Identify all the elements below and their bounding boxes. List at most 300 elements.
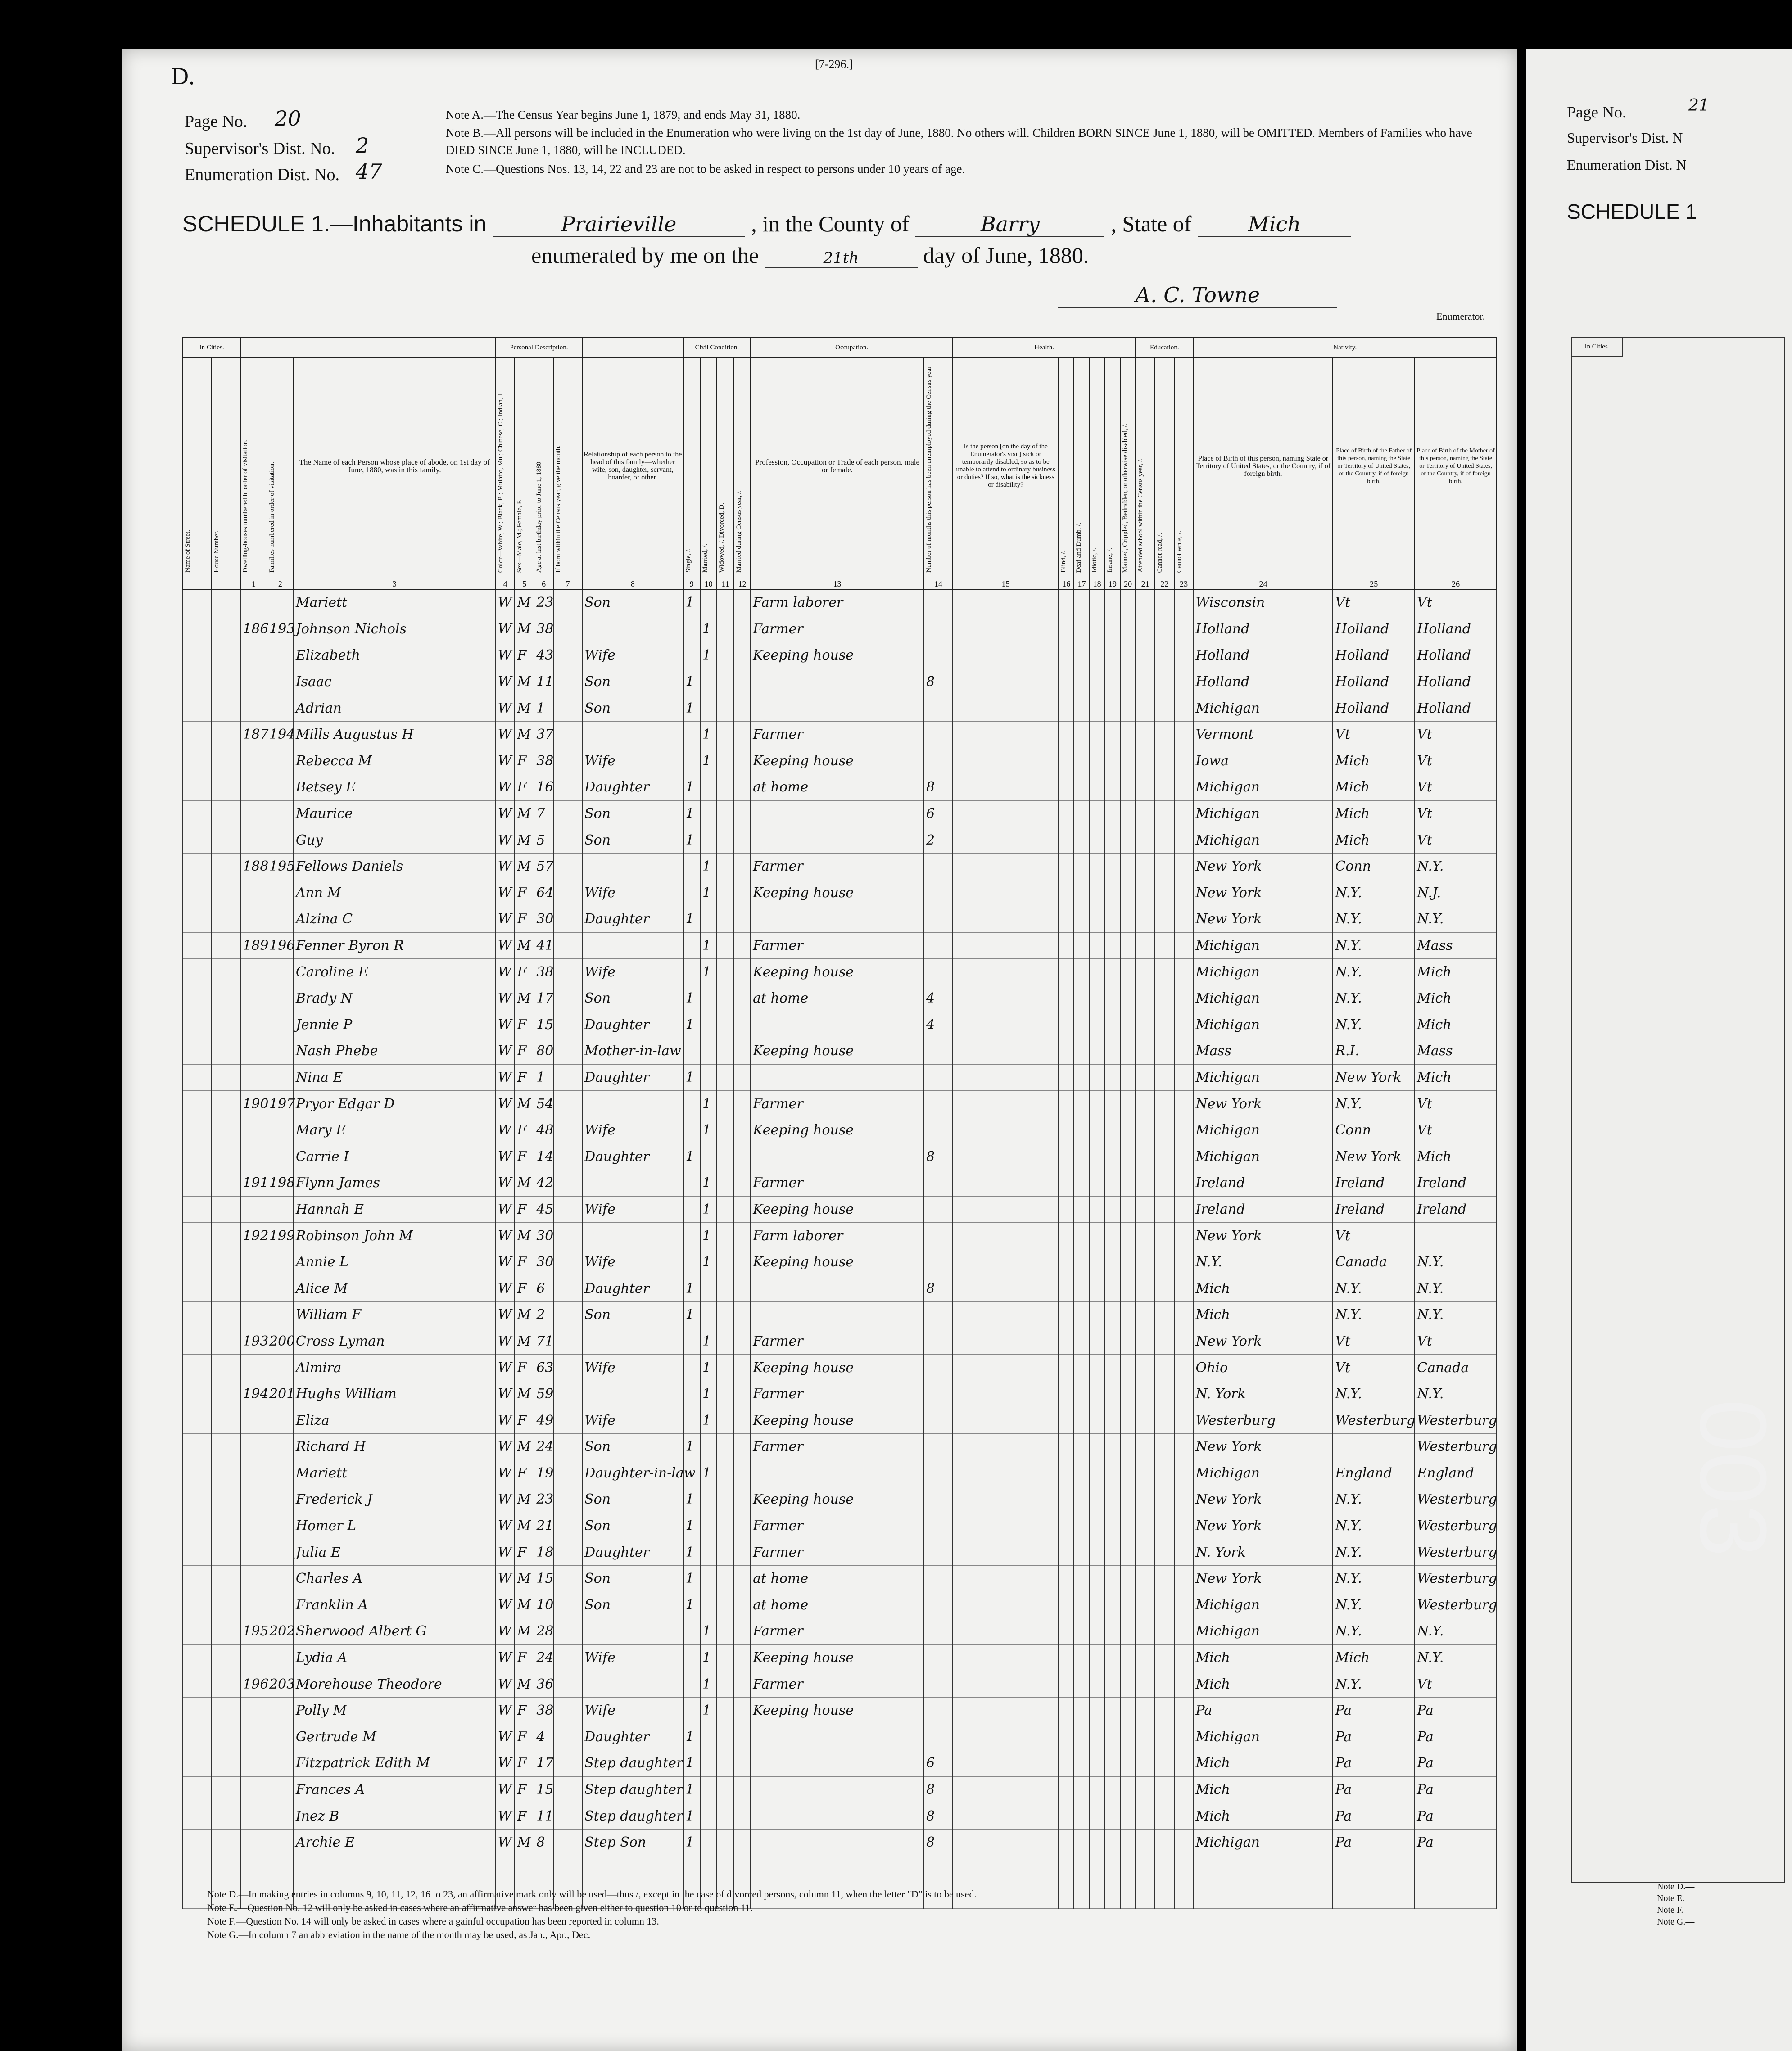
cell-mother: Mich xyxy=(1415,959,1497,985)
cell-empty xyxy=(953,1513,1059,1539)
film-stamp: 003 xyxy=(1680,1399,1786,1557)
cell-empty xyxy=(717,589,733,616)
cell-empty xyxy=(212,932,240,959)
cell-occ: Farmer xyxy=(751,1539,924,1566)
cell-birth: Michigan xyxy=(1193,959,1333,985)
cell-father: Mich xyxy=(1333,774,1415,801)
cell-empty xyxy=(717,1856,733,1882)
cell-empty xyxy=(212,1803,240,1830)
cell-empty xyxy=(953,853,1059,880)
cell-empty xyxy=(717,1671,733,1698)
cell-empty xyxy=(212,589,240,616)
cell-married xyxy=(700,985,717,1012)
col-num: 15 xyxy=(953,574,1059,589)
cell-name: Richard H xyxy=(294,1434,496,1460)
cell-mother: N.Y. xyxy=(1415,1644,1497,1671)
cell-empty xyxy=(1090,1275,1105,1302)
header-occupation: Profession, Occupation or Trade of each person, male or female. xyxy=(751,358,924,574)
cell-empty xyxy=(1090,669,1105,695)
cell-empty xyxy=(953,1724,1059,1750)
cell-rel: Wife xyxy=(582,1117,683,1143)
cell-single xyxy=(683,1091,700,1117)
cell-empty xyxy=(1059,1170,1074,1197)
cell-birth: Mich xyxy=(1193,1275,1333,1302)
cell-empty xyxy=(1074,1724,1089,1750)
table-row xyxy=(183,827,1497,854)
cell-age: 71 xyxy=(534,1328,553,1355)
cell-empty xyxy=(1120,1355,1136,1381)
cell-empty xyxy=(1090,1513,1105,1539)
cell-empty xyxy=(553,695,582,722)
cell-father xyxy=(1333,1856,1415,1882)
col-num: 4 xyxy=(496,574,515,589)
cell-empty xyxy=(553,1644,582,1671)
cell-empty xyxy=(1155,1856,1174,1882)
cell-birth: New York xyxy=(1193,1091,1333,1117)
cell-empty xyxy=(734,1012,751,1038)
cell-age: 45 xyxy=(534,1196,553,1223)
cell-empty xyxy=(1090,589,1105,616)
cell-empty xyxy=(953,695,1059,722)
cell-empty xyxy=(717,1091,733,1117)
cell-empty xyxy=(1120,1249,1136,1275)
cell-name: Fitzpatrick Edith M xyxy=(294,1750,496,1777)
cell-father: England xyxy=(1333,1460,1415,1486)
cell-empty xyxy=(1136,1856,1155,1882)
cell-empty xyxy=(1105,1328,1120,1355)
table-row xyxy=(183,1750,1497,1777)
cell-fam xyxy=(267,1249,294,1275)
cell-father: N.Y. xyxy=(1333,1539,1415,1566)
cell-dw xyxy=(240,1302,267,1328)
cell-unemp xyxy=(924,853,953,880)
cell-mother: Mich xyxy=(1415,985,1497,1012)
cell-empty xyxy=(212,616,240,642)
cell-empty xyxy=(1090,1697,1105,1724)
cell-empty xyxy=(1120,1644,1136,1671)
cell-empty xyxy=(1059,853,1074,880)
cell-empty xyxy=(1155,906,1174,933)
cell-married xyxy=(700,1565,717,1592)
cell-empty xyxy=(212,774,240,801)
cell-dw xyxy=(240,1460,267,1486)
cell-empty xyxy=(1105,906,1120,933)
cell-empty xyxy=(1174,1249,1194,1275)
cell-mother: Holland xyxy=(1415,616,1497,642)
cell-empty xyxy=(1074,695,1089,722)
cell-sex: M xyxy=(515,985,534,1012)
cell-empty xyxy=(1074,774,1089,801)
cell-empty xyxy=(1136,880,1155,906)
cell-mother: Vt xyxy=(1415,1117,1497,1143)
cell-empty xyxy=(1074,1618,1089,1645)
cell-empty xyxy=(1105,1064,1120,1091)
cell-empty xyxy=(1136,748,1155,774)
cell-married: 1 xyxy=(700,1249,717,1275)
header-married: Married, /. xyxy=(700,358,717,574)
cell-mother: Mich xyxy=(1415,1143,1497,1170)
cell-empty xyxy=(1155,1038,1174,1065)
col-num: 20 xyxy=(1120,574,1136,589)
cell-color: W xyxy=(496,589,515,616)
table-row xyxy=(183,1565,1497,1592)
cell-father: Pa xyxy=(1333,1750,1415,1777)
cell-empty xyxy=(1090,1170,1105,1197)
cell-age: 57 xyxy=(534,853,553,880)
cell-empty xyxy=(1174,1750,1194,1777)
cell-empty xyxy=(1136,1539,1155,1566)
cell-sex: M xyxy=(515,932,534,959)
cell-single: 1 xyxy=(683,906,700,933)
cell-fam xyxy=(267,1038,294,1065)
cell-single xyxy=(683,1196,700,1223)
cell-empty xyxy=(183,1407,212,1434)
cell-rel xyxy=(582,616,683,642)
cell-rel xyxy=(582,1671,683,1698)
cell-father: Pa xyxy=(1333,1829,1415,1856)
table-row xyxy=(183,1644,1497,1671)
cell-empty xyxy=(212,1091,240,1117)
cell-empty xyxy=(1155,800,1174,827)
cell-empty xyxy=(717,1803,733,1830)
cell-name: Cross Lyman xyxy=(294,1328,496,1355)
cell-empty xyxy=(1155,1829,1174,1856)
cell-father: Vt xyxy=(1333,589,1415,616)
cell-empty xyxy=(1120,642,1136,669)
cell-father: Mich xyxy=(1333,827,1415,854)
cell-empty xyxy=(1074,1381,1089,1407)
cell-empty xyxy=(183,774,212,801)
cell-rel: Daughter xyxy=(582,774,683,801)
cell-empty xyxy=(734,1275,751,1302)
cell-birth: Ireland xyxy=(1193,1170,1333,1197)
cell-dw xyxy=(240,1592,267,1618)
cell-empty xyxy=(1174,1091,1194,1117)
cell-empty xyxy=(1059,1275,1074,1302)
table-row xyxy=(183,1038,1497,1065)
header-family: Families numbered in order of visitation. xyxy=(267,358,294,574)
cell-empty xyxy=(1174,1117,1194,1143)
cell-dw xyxy=(240,1803,267,1830)
cell-dw xyxy=(240,748,267,774)
cell-mother: Mass xyxy=(1415,1038,1497,1065)
cell-empty xyxy=(734,589,751,616)
cell-empty xyxy=(553,800,582,827)
cell-empty xyxy=(1155,1776,1174,1803)
cell-empty xyxy=(1120,721,1136,748)
cell-empty xyxy=(1155,1381,1174,1407)
cell-empty xyxy=(1120,1618,1136,1645)
cell-empty xyxy=(1174,1196,1194,1223)
cell-fam xyxy=(267,774,294,801)
cell-mother: Holland xyxy=(1415,642,1497,669)
cell-age: 43 xyxy=(534,642,553,669)
cell-name: Flynn James xyxy=(294,1170,496,1197)
cell-sex: F xyxy=(515,1407,534,1434)
cell-rel: Son xyxy=(582,695,683,722)
cell-empty xyxy=(717,695,733,722)
header-unemployed: Number of months this person has been unemployed during the Census year. xyxy=(924,358,953,574)
cell-empty xyxy=(212,1592,240,1618)
cell-unemp xyxy=(924,1565,953,1592)
cell-rel: Son xyxy=(582,1513,683,1539)
cell-empty xyxy=(1136,1592,1155,1618)
table-row xyxy=(183,880,1497,906)
cell-sex: M xyxy=(515,1829,534,1856)
cell-sex: F xyxy=(515,1143,534,1170)
cell-empty xyxy=(1136,1223,1155,1249)
cell-empty xyxy=(717,1407,733,1434)
cell-mother: N.Y. xyxy=(1415,1302,1497,1328)
cell-empty xyxy=(1090,616,1105,642)
cell-name: Morehouse Theodore xyxy=(294,1671,496,1698)
cell-empty xyxy=(183,1776,212,1803)
cell-empty xyxy=(1074,1223,1089,1249)
cell-rel: Daughter xyxy=(582,1012,683,1038)
cell-empty xyxy=(1090,932,1105,959)
cell-empty xyxy=(1090,880,1105,906)
cell-empty xyxy=(1074,1302,1089,1328)
cell-mother: Vt xyxy=(1415,589,1497,616)
footnote-f: Note F.—Question No. 14 will only be asked in cases where a gainful occupation has been reported in column 13. xyxy=(207,1915,659,1927)
cell-empty xyxy=(1105,1644,1120,1671)
cell-empty xyxy=(734,853,751,880)
cell-empty xyxy=(553,1565,582,1592)
cell-empty xyxy=(1074,1328,1089,1355)
cell-sex: M xyxy=(515,1592,534,1618)
cell-dw xyxy=(240,1249,267,1275)
footnotes xyxy=(207,1888,977,1942)
cell-empty xyxy=(212,1776,240,1803)
cell-fam xyxy=(267,695,294,722)
cell-father: Mich xyxy=(1333,800,1415,827)
cell-sex xyxy=(515,1856,534,1882)
cell-empty xyxy=(1074,827,1089,854)
cell-empty xyxy=(1120,616,1136,642)
next-schedule-label: SCHEDULE 1 xyxy=(1567,200,1697,223)
cell-empty xyxy=(1074,1829,1089,1856)
cell-name: Ann M xyxy=(294,880,496,906)
cell-dw xyxy=(240,1143,267,1170)
cell-empty xyxy=(1059,1302,1074,1328)
cell-empty xyxy=(1074,1539,1089,1566)
cell-single: 1 xyxy=(683,1724,700,1750)
cell-empty xyxy=(953,1486,1059,1513)
cell-color: W xyxy=(496,1829,515,1856)
cell-empty xyxy=(953,1302,1059,1328)
cell-unemp xyxy=(924,1856,953,1882)
cell-rel: Son xyxy=(582,589,683,616)
cell-rel: Son xyxy=(582,669,683,695)
cell-age: 2 xyxy=(534,1302,553,1328)
cell-fam xyxy=(267,1829,294,1856)
cell-empty xyxy=(1059,1249,1074,1275)
cell-sex: F xyxy=(515,774,534,801)
cell-occ: at home xyxy=(751,1565,924,1592)
cell-name: Archie E xyxy=(294,1829,496,1856)
col-num: 16 xyxy=(1059,574,1074,589)
cell-father: N.Y. xyxy=(1333,932,1415,959)
cell-empty xyxy=(1105,1882,1120,1909)
cell-empty xyxy=(212,1513,240,1539)
cell-occ: Keeping house xyxy=(751,1697,924,1724)
cell-dw: 188 xyxy=(240,853,267,880)
cell-empty xyxy=(1090,1829,1105,1856)
cell-name: Homer L xyxy=(294,1513,496,1539)
cell-name: Pryor Edgar D xyxy=(294,1091,496,1117)
cell-father: Holland xyxy=(1333,669,1415,695)
cell-age: 38 xyxy=(534,1697,553,1724)
cell-sex: F xyxy=(515,1539,534,1566)
cell-fam xyxy=(267,880,294,906)
enumeration-value: 47 xyxy=(356,159,382,184)
cell-empty xyxy=(1074,1064,1089,1091)
cell-sex: M xyxy=(515,721,534,748)
cell-color: W xyxy=(496,1513,515,1539)
cell-name: Nash Phebe xyxy=(294,1038,496,1065)
cell-fam xyxy=(267,1434,294,1460)
cell-empty xyxy=(1090,1302,1105,1328)
cell-empty xyxy=(1174,1460,1194,1486)
cell-empty xyxy=(1074,1565,1089,1592)
cell-empty xyxy=(1174,906,1194,933)
cell-empty xyxy=(717,1355,733,1381)
cell-age: 11 xyxy=(534,669,553,695)
cell-rel: Step Son xyxy=(582,1829,683,1856)
cell-occ: Farmer xyxy=(751,721,924,748)
cell-rel xyxy=(582,1381,683,1407)
cell-birth: Mich xyxy=(1193,1644,1333,1671)
cell-empty xyxy=(1105,1724,1120,1750)
cell-color: W xyxy=(496,1539,515,1566)
cell-empty xyxy=(953,1776,1059,1803)
cell-empty xyxy=(553,1486,582,1513)
cell-fam xyxy=(267,1117,294,1143)
cell-empty xyxy=(953,616,1059,642)
cell-name xyxy=(294,1856,496,1882)
col-num: 7 xyxy=(553,574,582,589)
cell-empty xyxy=(717,1513,733,1539)
cell-empty xyxy=(183,1381,212,1407)
cell-empty xyxy=(1105,748,1120,774)
cell-rel xyxy=(582,932,683,959)
cell-color xyxy=(496,1856,515,1882)
cell-empty xyxy=(734,1091,751,1117)
cell-father: Mich xyxy=(1333,1644,1415,1671)
cell-empty xyxy=(1174,853,1194,880)
cell-empty xyxy=(1059,1644,1074,1671)
cell-empty xyxy=(212,721,240,748)
cell-empty xyxy=(183,1328,212,1355)
cell-mother xyxy=(1415,1882,1497,1909)
cell-empty xyxy=(717,827,733,854)
next-note-d: Note D.— xyxy=(1657,1882,1695,1892)
cell-empty xyxy=(1090,642,1105,669)
cell-color: W xyxy=(496,1275,515,1302)
cell-empty xyxy=(1174,1618,1194,1645)
cell-mother: N.Y. xyxy=(1415,1618,1497,1645)
cell-father xyxy=(1333,1434,1415,1460)
cell-fam: 202 xyxy=(267,1618,294,1645)
cell-unemp xyxy=(924,1539,953,1566)
cell-birth: Mich xyxy=(1193,1776,1333,1803)
cell-father: N.Y. xyxy=(1333,906,1415,933)
cell-empty xyxy=(734,1565,751,1592)
cell-single xyxy=(683,1355,700,1381)
cell-empty xyxy=(717,1592,733,1618)
cell-birth: Michigan xyxy=(1193,1064,1333,1091)
cell-mother: Mass xyxy=(1415,932,1497,959)
cell-empty xyxy=(183,959,212,985)
cell-father: New York xyxy=(1333,1143,1415,1170)
cell-empty xyxy=(1120,669,1136,695)
cell-empty xyxy=(1059,774,1074,801)
cell-occ: at home xyxy=(751,985,924,1012)
cell-color: W xyxy=(496,1012,515,1038)
table-row xyxy=(183,985,1497,1012)
cell-birth: Holland xyxy=(1193,616,1333,642)
cell-mother: Westerburg xyxy=(1415,1592,1497,1618)
cell-married: 1 xyxy=(700,959,717,985)
cell-empty xyxy=(1090,1117,1105,1143)
cell-empty xyxy=(734,1829,751,1856)
table-row xyxy=(183,774,1497,801)
cell-empty xyxy=(1105,1750,1120,1777)
cell-occ xyxy=(751,1012,924,1038)
enumerator-label: Enumerator. xyxy=(1436,311,1485,322)
cell-empty xyxy=(1059,1513,1074,1539)
cell-unemp xyxy=(924,1671,953,1698)
cell-fam xyxy=(267,1565,294,1592)
cell-empty xyxy=(717,1486,733,1513)
cell-mother: Holland xyxy=(1415,695,1497,722)
table-row xyxy=(183,1302,1497,1328)
cell-dw xyxy=(240,1829,267,1856)
cell-empty xyxy=(1174,589,1194,616)
cell-empty xyxy=(183,1513,212,1539)
cell-empty xyxy=(734,1618,751,1645)
cell-father: Holland xyxy=(1333,642,1415,669)
cell-birth: Michigan xyxy=(1193,695,1333,722)
cell-unemp xyxy=(924,1618,953,1645)
cell-single: 1 xyxy=(683,1302,700,1328)
cell-empty xyxy=(717,1223,733,1249)
cell-empty xyxy=(1155,774,1174,801)
cell-sex: M xyxy=(515,616,534,642)
cell-single xyxy=(683,1381,700,1407)
cell-empty xyxy=(734,1539,751,1566)
cell-occ: Farm laborer xyxy=(751,1223,924,1249)
cell-sex: F xyxy=(515,1724,534,1750)
cell-mother: Westerburg xyxy=(1415,1486,1497,1513)
cell-single: 1 xyxy=(683,1776,700,1803)
cell-empty xyxy=(1120,985,1136,1012)
cell-occ xyxy=(751,800,924,827)
cell-sex: F xyxy=(515,642,534,669)
cell-dw xyxy=(240,774,267,801)
cell-empty xyxy=(553,1302,582,1328)
cell-empty xyxy=(1074,1671,1089,1698)
next-note-g: Note G.— xyxy=(1657,1917,1695,1927)
cell-birth: New York xyxy=(1193,1513,1333,1539)
cell-empty xyxy=(1090,1038,1105,1065)
cell-dw xyxy=(240,985,267,1012)
cell-empty xyxy=(1174,1407,1194,1434)
cell-mother: Westerburg xyxy=(1415,1434,1497,1460)
cell-empty xyxy=(1174,1829,1194,1856)
cell-father: N.Y. xyxy=(1333,880,1415,906)
cell-color: W xyxy=(496,1776,515,1803)
